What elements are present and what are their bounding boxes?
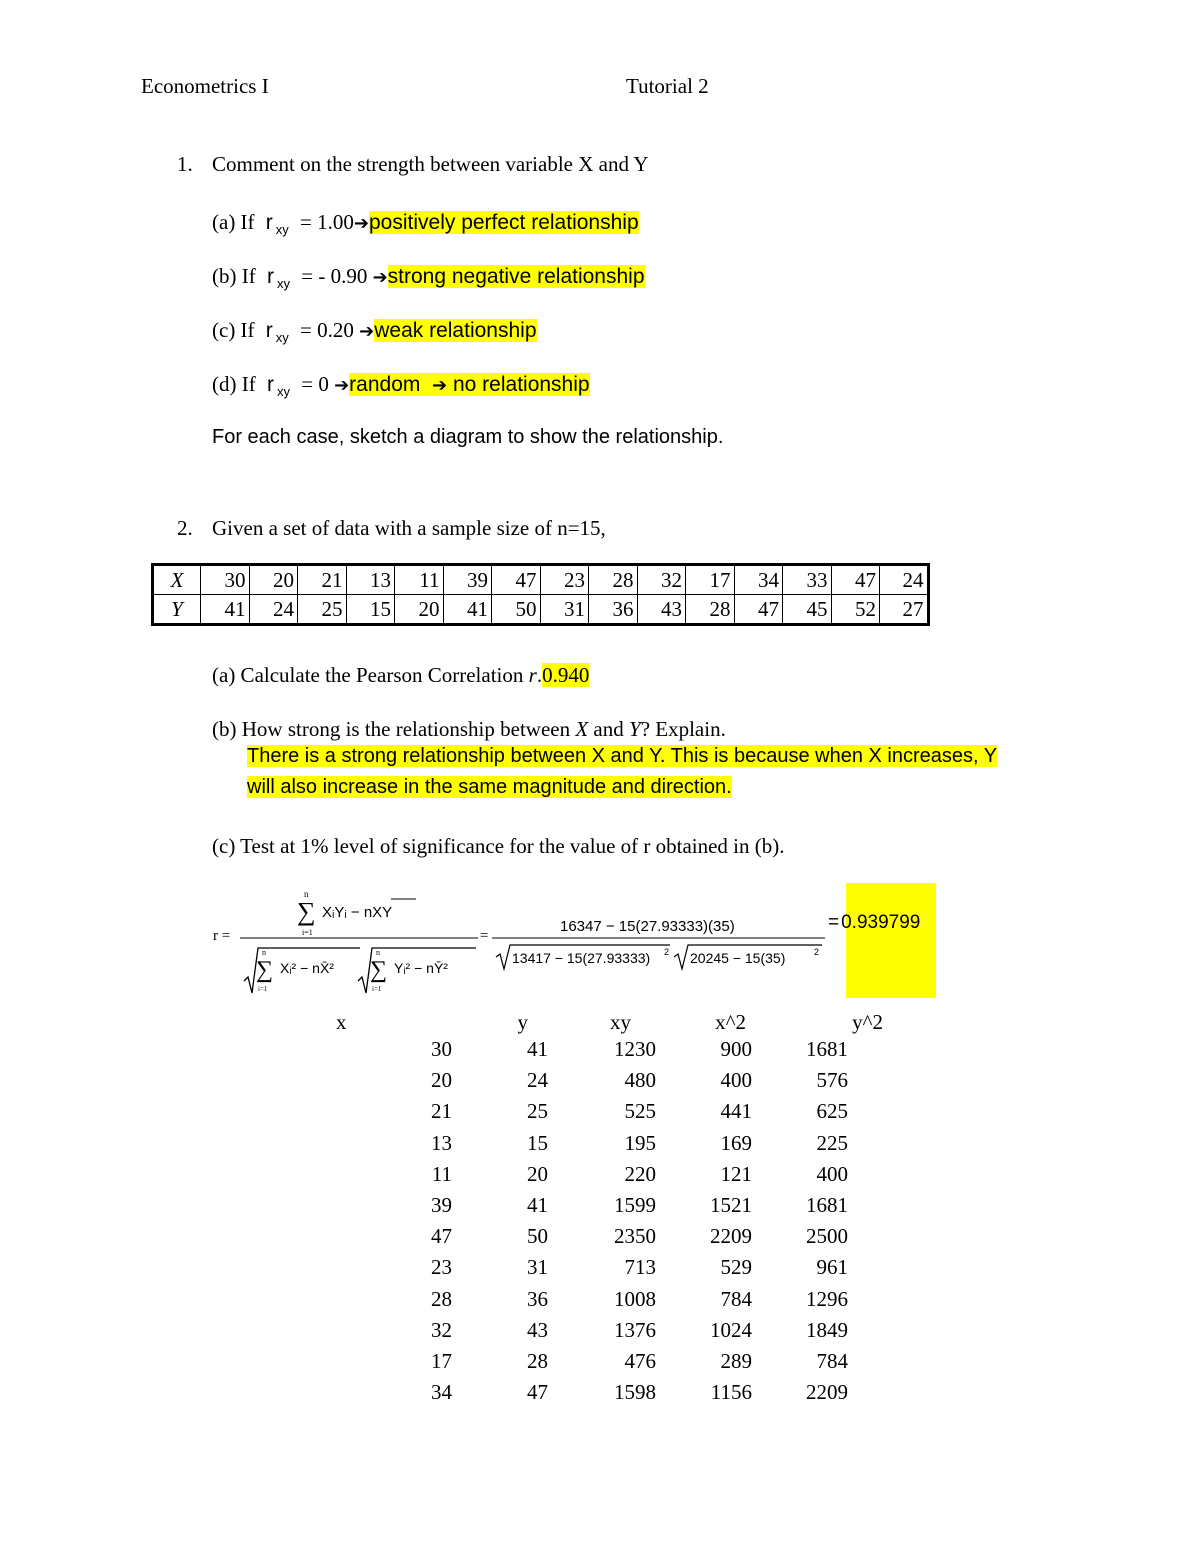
table-row xyxy=(400,1190,848,1221)
table-cell: 289 xyxy=(720,1348,752,1373)
table-cell: 50 xyxy=(492,595,541,625)
sigma-icon: ∑ xyxy=(370,957,388,983)
table-cell: 1008 xyxy=(614,1286,656,1311)
right-arrow-icon: ➔ xyxy=(432,375,448,396)
squared: 2 xyxy=(664,947,670,957)
table-cell: 784 xyxy=(816,1348,848,1373)
table-row xyxy=(400,1221,848,1252)
q1-answer-a: positively perfect relationship xyxy=(368,211,639,234)
r-value: = 1.00 xyxy=(300,210,354,234)
table-cell: 28 xyxy=(431,1286,452,1311)
q2-part-b-text: (b) How strong is the relationship between xyxy=(212,717,576,741)
table-cell: 11 xyxy=(431,1161,452,1186)
table-cell: 47 xyxy=(831,565,880,595)
q1-text: Comment on the strength between variable X and Y xyxy=(212,152,649,176)
table-row xyxy=(400,1128,848,1159)
table-row xyxy=(400,1034,848,1065)
table-cell: 20 xyxy=(395,595,444,625)
table-cell: 2500 xyxy=(806,1224,848,1249)
table-cell: 52 xyxy=(831,595,880,625)
table-cell: 41 xyxy=(443,595,492,625)
formula-result xyxy=(828,912,920,934)
table-cell: 41 xyxy=(527,1037,548,1062)
table-cell: 13 xyxy=(346,565,395,595)
q1-item-label: (b) If xyxy=(212,264,256,288)
table-cell: 28 xyxy=(527,1348,548,1373)
column-header: y^2 xyxy=(852,1009,883,1034)
formula-numerator: XᵢYᵢ − nXY xyxy=(322,904,393,921)
table-cell: 47 xyxy=(734,595,783,625)
table-cell: 476 xyxy=(624,1348,656,1373)
column-header: x^2 xyxy=(715,1009,746,1034)
pearson-formula-numeric xyxy=(492,905,832,975)
table-cell: 24 xyxy=(249,595,298,625)
table-cell: 34 xyxy=(431,1380,452,1405)
var-y: Y xyxy=(629,717,641,741)
table-cell: 480 xyxy=(624,1068,656,1093)
q1-item-label: (a) If xyxy=(212,210,255,234)
table-cell: 2209 xyxy=(710,1224,752,1249)
table-cell: 400 xyxy=(720,1068,752,1093)
table-cell: 39 xyxy=(443,565,492,595)
table-cell: 28 xyxy=(589,565,638,595)
table-cell: 47 xyxy=(527,1380,548,1405)
table-row xyxy=(400,1284,848,1315)
table-cell: 1521 xyxy=(710,1193,752,1218)
table-cell: 23 xyxy=(431,1255,452,1280)
q1-number: 1. xyxy=(177,152,193,176)
table-row xyxy=(400,1315,848,1346)
sigma-icon: ∑ xyxy=(256,957,274,983)
table-cell: 39 xyxy=(431,1193,452,1218)
table-cell: 32 xyxy=(637,565,686,595)
formula-lhs: r = xyxy=(213,928,231,944)
numeric-numerator: 16347 − 15(27.93333)(35) xyxy=(560,918,735,935)
answer-random: random xyxy=(349,373,421,396)
table-row xyxy=(400,1065,848,1096)
table-cell: 11 xyxy=(395,565,444,595)
table-cell: 21 xyxy=(431,1099,452,1124)
table-cell: 31 xyxy=(527,1255,548,1280)
q2-text: Given a set of data with a sample size of n=15, xyxy=(212,516,606,540)
table-cell: 1296 xyxy=(806,1286,848,1311)
table-cell: 45 xyxy=(783,595,832,625)
table-cell: 30 xyxy=(201,565,250,595)
table-cell: 1024 xyxy=(710,1317,752,1342)
q2-part-b-text-end: ? Explain. xyxy=(640,717,726,741)
q2-part-a xyxy=(212,663,589,688)
answer-no-relationship: no relationship xyxy=(452,373,590,396)
q2-number: 2. xyxy=(177,516,193,540)
table-cell: 32 xyxy=(431,1317,452,1342)
table-cell: 25 xyxy=(527,1099,548,1124)
table-cell: 225 xyxy=(816,1130,848,1155)
numeric-den-y: 20245 − 15(35) xyxy=(690,950,786,966)
r-symbol: r xyxy=(266,265,274,288)
result-highlight-box xyxy=(846,883,936,998)
table-cell: 33 xyxy=(783,565,832,595)
table-cell: 400 xyxy=(816,1161,848,1186)
table-cell: 961 xyxy=(816,1255,848,1280)
column-header: x xyxy=(336,1009,347,1034)
q1-note: For each case, sketch a diagram to show the relationship. xyxy=(212,426,724,448)
table-cell: 1681 xyxy=(806,1193,848,1218)
table-cell: 1230 xyxy=(614,1037,656,1062)
sum-bottom: i=1 xyxy=(372,985,382,993)
table-cell: 1376 xyxy=(614,1317,656,1342)
highlighted-answer: will also increase in the same magnitude and direction. xyxy=(247,776,732,798)
q1-answer-b: strong negative relationship xyxy=(387,265,645,288)
q2-part-c: (c) Test at 1% level of significance for the value of r obtained in (b). xyxy=(212,834,785,858)
q1-item-c xyxy=(212,318,537,343)
table-cell: 28 xyxy=(686,595,735,625)
q1-item-d xyxy=(212,372,590,397)
table-cell: 24 xyxy=(880,565,929,595)
table-cell: 31 xyxy=(540,595,589,625)
table-cell: 220 xyxy=(624,1161,656,1186)
formula-equals: = xyxy=(480,928,489,944)
table-cell: 17 xyxy=(431,1348,452,1373)
table-cell: 625 xyxy=(816,1099,848,1124)
result-value: 0.939799 xyxy=(841,912,921,933)
table-cell: 2350 xyxy=(614,1224,656,1249)
row-header-x: X xyxy=(153,565,201,595)
row-header-y: Y xyxy=(153,595,201,625)
r-symbol: r xyxy=(528,663,537,687)
table-cell: 784 xyxy=(720,1286,752,1311)
table-cell: 41 xyxy=(201,595,250,625)
word-and: and xyxy=(588,717,629,741)
q1-item-label: (d) If xyxy=(212,372,256,396)
table-row-x xyxy=(153,565,929,595)
separator: . xyxy=(536,663,543,687)
table-cell: 15 xyxy=(346,595,395,625)
right-arrow-icon: ➔ xyxy=(372,267,388,288)
table-row xyxy=(400,1377,848,1408)
table-cell: 50 xyxy=(527,1224,548,1249)
q2-answer-b-line2 xyxy=(247,776,732,799)
sum-top: n xyxy=(304,889,309,899)
table-cell: 1156 xyxy=(710,1380,752,1405)
pearson-formula-symbolic xyxy=(240,885,480,1000)
table-cell: 41 xyxy=(527,1193,548,1218)
table-cell: 15 xyxy=(527,1130,548,1155)
q1-answer-c: weak relationship xyxy=(374,319,537,342)
right-arrow-icon: ➔ xyxy=(359,321,375,342)
table-cell: 34 xyxy=(734,565,783,595)
table-cell: 47 xyxy=(431,1224,452,1249)
r-subscript: xy xyxy=(276,384,290,399)
r-value: = - 0.90 xyxy=(301,264,368,288)
table-cell: 13 xyxy=(431,1130,452,1155)
q2-part-b xyxy=(212,717,726,742)
r-symbol: r xyxy=(265,211,273,234)
table-cell: 121 xyxy=(720,1161,752,1186)
sigma-icon: ∑ xyxy=(297,897,316,926)
table-cell: 17 xyxy=(686,565,735,595)
table-cell: 20 xyxy=(431,1068,452,1093)
r-symbol: r xyxy=(265,319,273,342)
q2-part-a-text: (a) Calculate the Pearson Correlation xyxy=(212,663,529,687)
column-header: y xyxy=(517,1009,528,1034)
table-cell: 1681 xyxy=(806,1037,848,1062)
formula-den-y: Yᵢ² − nȲ² xyxy=(394,960,448,976)
table-cell: 36 xyxy=(589,595,638,625)
table-cell: 1598 xyxy=(614,1380,656,1405)
table-cell: 713 xyxy=(624,1255,656,1280)
table-row xyxy=(400,1096,848,1127)
table-cell: 441 xyxy=(720,1099,752,1124)
table-cell: 2209 xyxy=(806,1380,848,1405)
sum-top: n xyxy=(262,948,266,957)
q2-answer-a: 0.940 xyxy=(542,663,590,687)
table-row xyxy=(400,1346,848,1377)
r-subscript: xy xyxy=(276,276,290,291)
column-header: xy xyxy=(610,1009,631,1034)
var-x: X xyxy=(575,717,589,741)
table-cell: 576 xyxy=(816,1068,848,1093)
calculation-table-body xyxy=(400,1034,848,1408)
table-row xyxy=(400,1252,848,1283)
table-cell: 24 xyxy=(527,1068,548,1093)
r-subscript: xy xyxy=(275,222,289,237)
squared: 2 xyxy=(814,947,820,957)
r-subscript: xy xyxy=(275,330,289,345)
table-cell: 1599 xyxy=(614,1193,656,1218)
q1-item-a xyxy=(212,210,639,235)
q1-item-label: (c) If xyxy=(212,318,255,342)
table-cell: 25 xyxy=(298,595,347,625)
r-value: = 0.20 xyxy=(300,318,354,342)
table-cell: 529 xyxy=(720,1255,752,1280)
r-symbol: r xyxy=(266,373,274,396)
table-cell: 47 xyxy=(492,565,541,595)
q2-answer-b-line1 xyxy=(247,745,997,768)
q1-answer-d-random xyxy=(349,373,589,396)
sum-bottom: i=1 xyxy=(258,985,268,993)
table-cell: 20 xyxy=(527,1161,548,1186)
right-arrow-icon: ➔ xyxy=(334,375,350,396)
table-cell: 20 xyxy=(249,565,298,595)
sum-bottom: i=1 xyxy=(302,928,313,937)
table-cell: 43 xyxy=(527,1317,548,1342)
table-cell: 21 xyxy=(298,565,347,595)
right-arrow-icon: ➔ xyxy=(353,213,369,234)
table-cell: 36 xyxy=(527,1286,548,1311)
table-cell: 43 xyxy=(637,595,686,625)
xy-data-table xyxy=(151,563,930,626)
header-course: Econometrics I xyxy=(141,74,269,98)
header-tutorial: Tutorial 2 xyxy=(626,74,709,98)
table-cell: 525 xyxy=(624,1099,656,1124)
q1-item-b xyxy=(212,264,645,289)
formula-den-x: Xᵢ² − nX̄² xyxy=(280,960,334,976)
table-cell: 900 xyxy=(720,1037,752,1062)
table-cell: 169 xyxy=(720,1130,752,1155)
table-cell: 27 xyxy=(880,595,929,625)
highlighted-answer: There is a strong relationship between X and Y. This is because when X increases, Y xyxy=(247,745,998,767)
r-value: = 0 xyxy=(301,372,329,396)
table-cell: 1849 xyxy=(806,1317,848,1342)
table-row xyxy=(400,1159,848,1190)
sum-top: n xyxy=(376,948,380,957)
table-row-y xyxy=(153,595,929,625)
table-cell: 30 xyxy=(431,1037,452,1062)
table-cell: 23 xyxy=(540,565,589,595)
table-cell: 195 xyxy=(624,1130,656,1155)
numeric-den-x: 13417 − 15(27.93333) xyxy=(512,950,651,966)
result-equals: = xyxy=(828,912,840,933)
